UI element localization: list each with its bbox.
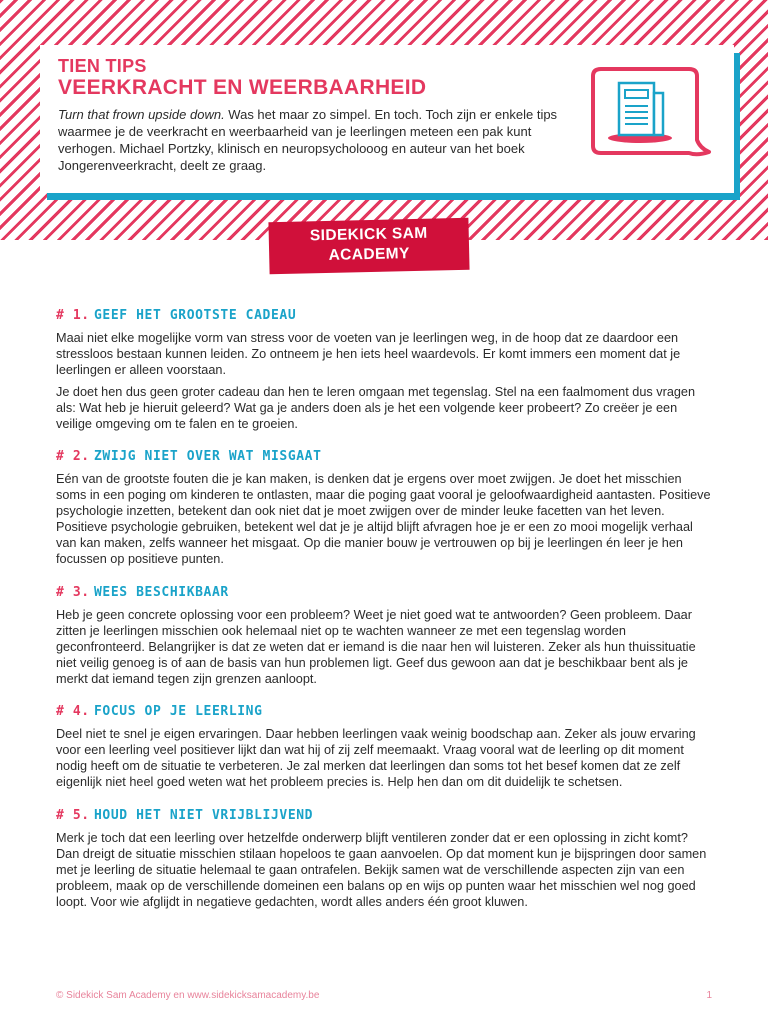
tip-number-2: # 2. [56,449,90,465]
intro-italic: Turn that frown upside down. [58,107,225,122]
tip-section-4 [56,704,712,791]
academy-banner [268,218,469,275]
tip-number-4: # 4. [56,704,90,720]
tip-heading-5 [56,808,712,824]
tip-number-3: # 3. [56,584,90,600]
intro-rest: Was het maar zo simpel. En toch. Toch zijn er enkele tips waarmee je de veerkracht en weerbaarheid van je leerlingen meteen een pak kunt verhogen. Michael Portzky, klinisch en neuropsycholooog en auteur van het boek Jongerenveerkracht, deelt ze graag. [58,107,558,173]
tip-5-paragraph-1: Merk je toch dat een leerling over hetzelfde onderwerp blijft ventileren zonder dat er een oplossing in zicht komt? Dan dreigt de situatie misschien stilaan hopeloos te gaan aanvoelen. Op dat moment kun je bijspringen door samen met je leerling de situatie helemaal te gaan ontrafelen. Bekijk samen wat de verschillende aspecten zijn van een probleem, maak op de verschillende domeinen een balans op en wijs op punten waar het misschien wel nog goed loopt. Voor wie afglijdt in negatieve gedachten, wordt alles anders één groot kluwen. [56,831,707,909]
footer-copyright: © Sidekick Sam Academy en www.sidekicksamacademy.be [56,990,320,1001]
tips-content [56,308,712,928]
tip-title-5: HOUD HET NIET VRIJBLIJVEND [94,808,314,824]
kicker: TIEN TIPS [58,56,147,76]
tip-number-5: # 5. [56,808,90,824]
tip-section-2 [56,449,712,567]
tip-title-4: FOCUS OP JE LEERLING [94,704,263,720]
tip-heading-3 [56,585,712,601]
tip-section-3 [56,585,712,688]
tip-3-paragraph-1: Heb je geen concrete oplossing voor een probleem? Weet je niet goed wat te antwoorden? Geen probleem. Daar zitten je leerlingen misschien ook helemaal niet op te wachten wanneer ze met een tegenslag worden geconfronteerd. Belangrijker is dat ze weten dat er iemand is die naar hen wil luisteren. Zeker als hun thuissituatie niet veilig genoeg is of aan de basis van hun problemen ligt. Geef dus gewoon aan dat je beschikbaar bent als je merkt dat iemand tegen zijn grenzen aanloopt. [56,607,696,686]
tip-section-5 [56,808,712,911]
intro-text [58,106,578,174]
tip-1-paragraph-1: Maai niet elke mogelijke vorm van stress voor de voeten van je leerlingen weg, in de hoop dat ze daardoor een stressloos bestaan kunnen leiden. Zo ontneem je hen iets heel waardevols. Er komt immers een moment dat je leerlingen er alleen voorstaan. [56,331,681,377]
tip-title-2: ZWIJG NIET OVER WAT MISGAAT [94,449,322,465]
tip-4-paragraph-1: Deel niet te snel je eigen ervaringen. Daar hebben leerlingen vaak weinig boodschap aan. Zeker als jouw ervaring voor een leerling veel positiever lijkt dan wat hij of zij zelf meemaakt. Vraag vooral wat de leerling op dit moment nodig heeft om de situatie te verbeteren. Je zal merken dat leerlingen dan soms tot het besef komen dat ze zelf eigenlijk niet heel goed weten wat het probleem precies is. Help hen dan om dit duidelijk te schetsen. [56,727,696,790]
banner-line-1: SIDEKICK SAM [309,224,428,245]
page-title: VEERKRACHT EN WEERBAARHEID [58,76,427,99]
page-number: 1 [706,990,712,1001]
tip-heading-2 [56,449,712,465]
banner-line-2: ACADEMY [328,245,410,264]
page-footer [56,990,712,1001]
tip-section-1 [56,308,712,432]
tip-title-1: GEEF HET GROOTSTE CADEAU [94,308,297,323]
tip-title-3: WEES BESCHIKBAAR [94,584,229,600]
tip-2-paragraph-1: Eén van de grootste fouten die je kan maken, is denken dat je ergens over moet zwijgen. Je doet het misschien soms in een poging om kinderen te ontlasten, maar die poging gaat vooral je geloofwaardigheid aantasten. Positieve psychologie inzetten, betekent dan ook niet dat je moet zwijgen over de minder leuke facetten van het leven. Positieve psychologie gebruiken, betekent wel dat je je altijd blijft afvragen hoe je er een zo mooi mogelijk verhaal van kan maken, zelfs wanneer het misgaat. Op die manier bouw je vertrouwen op bij je leerlingen én leer je hen focussen op positieve punten. [56,472,711,566]
newspaper-speech-bubble-icon [585,66,720,171]
tip-heading-1 [56,308,712,324]
tip-heading-4 [56,704,712,720]
tip-number-1: # 1. [56,308,90,323]
tip-1-paragraph-2: Je doet hen dus geen groter cadeau dan hen te leren omgaan met tegenslag. Stel na een faalmoment dus vragen als: Wat heb je hieruit geleerd? Wat ga je anders doen als je het een volgende keer probeert? Zo creëer je een veilige omgeving om te falen en te groeien. [56,384,696,431]
